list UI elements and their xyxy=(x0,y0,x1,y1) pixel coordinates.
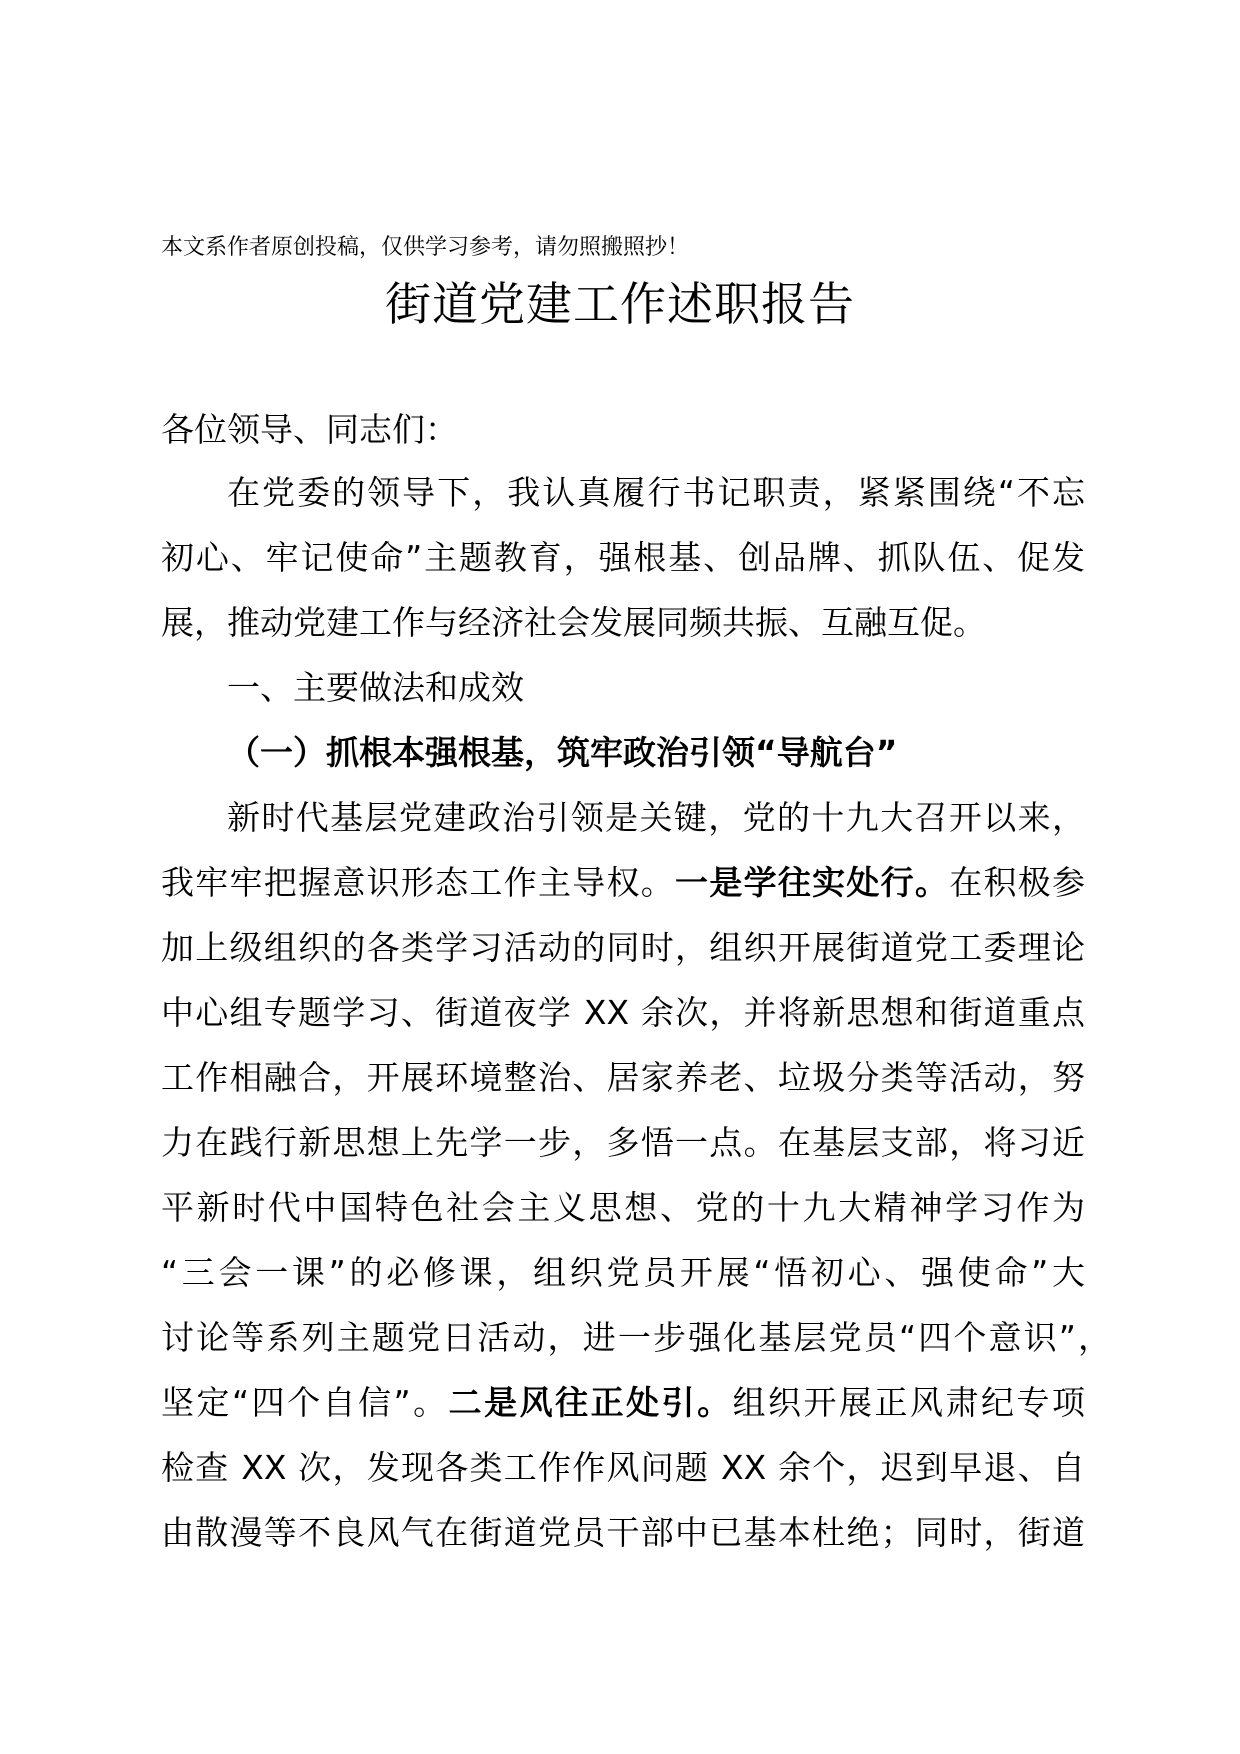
text-line xyxy=(227,798,1085,838)
text-line xyxy=(161,1058,1085,1098)
text-segment: 力在践行新思想上先学一步，多悟一点。在基层支部，将习近 xyxy=(161,1123,1085,1162)
text-line xyxy=(161,993,1085,1033)
text-segment: 在积极参 xyxy=(949,863,1086,902)
section-heading xyxy=(227,668,1085,708)
text-line xyxy=(161,1513,1085,1553)
text-segment: 加上级组织的各类学习活动的同时，组织开展街道党工委理论 xyxy=(161,928,1085,967)
text-segment: 一、主要做法和成效 xyxy=(227,668,524,707)
text-line xyxy=(161,1253,1085,1293)
bold-text: 二是风往正处引。 xyxy=(448,1383,733,1422)
text-segment: 讨论等系列主题党日活动，进一步强化基层党员“四个意识”， xyxy=(161,1318,1111,1357)
text-line xyxy=(161,863,1085,903)
text-segment: 展，推动党建工作与经济社会发展同频共振、互融互促。 xyxy=(161,603,986,642)
section-subheading xyxy=(227,733,1085,773)
text-segment: 组织开展正风肃纪专项 xyxy=(732,1383,1085,1422)
text-line xyxy=(161,1188,1085,1228)
text-line xyxy=(161,603,1085,643)
bold-text: 一是学往实处行。 xyxy=(675,863,950,902)
text-segment: 由散漫等不良风气在街道党员干部中已基本杜绝；同时，街道 xyxy=(161,1513,1085,1552)
text-segment: 工作相融合，开展环境整治、居家养老、垃圾分类等活动，努 xyxy=(161,1058,1085,1097)
text-segment: 我牢牢把握意识形态工作主导权。 xyxy=(161,863,676,902)
text-line xyxy=(161,538,1085,578)
text-segment: 初心、牢记使命”主题教育，强根基、创品牌、抓队伍、促发 xyxy=(161,538,1085,577)
text-segment: “三会一课”的必修课，组织党员开展“悟初心、强使命”大 xyxy=(161,1253,1085,1292)
disclaimer-note: 本文系作者原创投稿，仅供学习参考，请勿照搬照抄！ xyxy=(161,235,690,260)
text-line xyxy=(161,410,1085,450)
text-line xyxy=(161,1318,1111,1358)
text-line xyxy=(227,473,1085,513)
text-line xyxy=(161,1383,1085,1423)
document-title: 街道党建工作述职报告 xyxy=(385,277,855,331)
text-line xyxy=(161,1448,1085,1488)
text-segment: 平新时代中国特色社会主义思想、党的十九大精神学习作为 xyxy=(161,1188,1085,1227)
text-segment: 新时代基层党建政治引领是关键，党的十九大召开以来， xyxy=(227,798,1085,837)
text-segment: 各位领导、同志们： xyxy=(161,410,458,449)
text-line xyxy=(161,928,1085,968)
text-segment: 在党委的领导下，我认真履行书记职责，紧紧围绕“不忘 xyxy=(227,473,1085,512)
text-segment: 检查 XX 次，发现各类工作作风问题 XX 余个，迟到早退、自 xyxy=(161,1448,1085,1487)
text-segment: 中心组专题学习、街道夜学 XX 余次，并将新思想和街道重点 xyxy=(161,993,1085,1032)
bold-text: （一）抓根本强根基，筑牢政治引领“导航台” xyxy=(227,733,898,772)
text-line xyxy=(161,1123,1085,1163)
text-segment: 坚定“四个自信”。 xyxy=(161,1383,449,1422)
